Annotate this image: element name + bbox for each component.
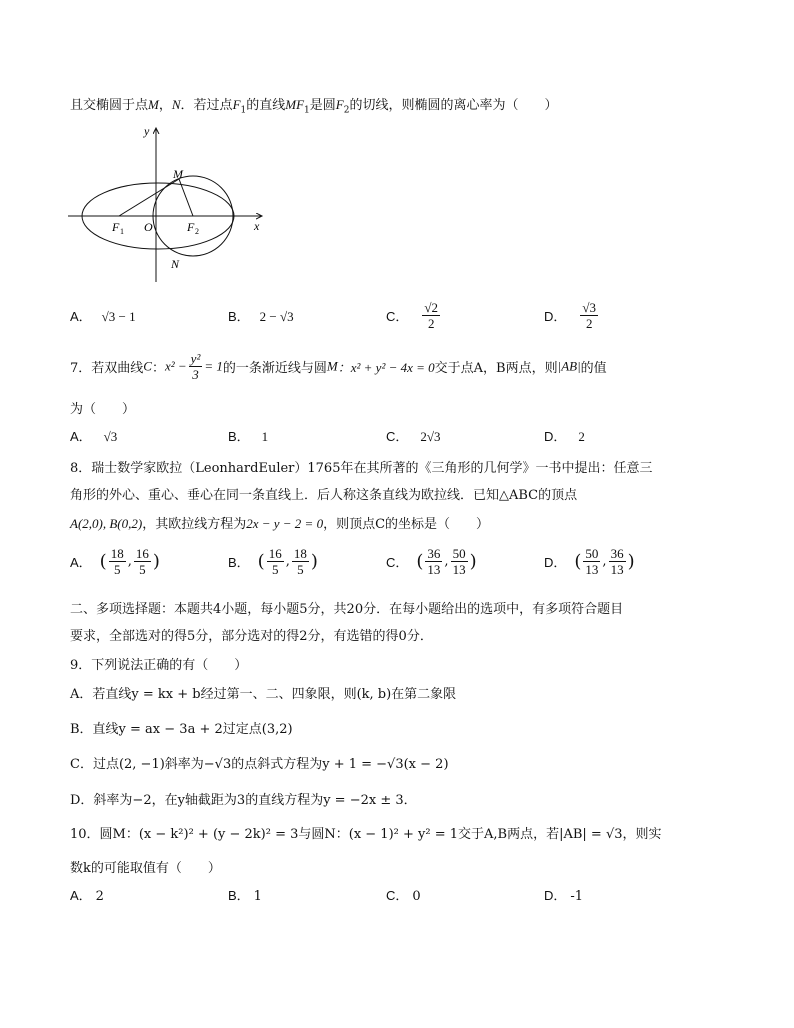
label-f1-sub: 1 — [120, 227, 124, 236]
label-n: N — [171, 257, 180, 271]
q6-stem — [70, 94, 558, 116]
q8-text: ，则顶点C的坐标是（ ） — [323, 517, 490, 532]
fraction — [609, 546, 626, 577]
option-label: B． — [228, 429, 250, 444]
q10-options — [70, 885, 710, 905]
option-c[interactable] — [386, 546, 477, 577]
fraction-den: 13 — [427, 562, 441, 577]
paren: ) — [310, 551, 318, 572]
option-value: √3 − 1 — [101, 309, 136, 324]
q7-line2: 为（ ） — [70, 402, 136, 417]
comma: , — [285, 554, 290, 569]
option-value: 2 − √3 — [259, 309, 294, 324]
fraction — [134, 546, 151, 577]
fraction-den: 5 — [139, 562, 146, 577]
option-label: A． — [70, 888, 92, 903]
fraction-den: 13 — [452, 562, 466, 577]
fraction — [109, 546, 126, 577]
line-mf1: MF — [285, 97, 305, 112]
fraction-den: 5 — [297, 562, 304, 577]
option-d[interactable] — [544, 546, 635, 577]
fraction-den: 13 — [585, 562, 599, 577]
q9-option-b[interactable]: B．直线y = ax − 3a + 2过定点(3,2) — [70, 722, 293, 737]
hyperbola-expr: x² − — [164, 358, 187, 374]
comma: , — [127, 554, 132, 569]
option-label: D． — [544, 309, 567, 324]
fraction — [583, 546, 600, 577]
q7-options — [70, 426, 710, 446]
paren: ( — [416, 551, 424, 572]
fraction-num: √2 — [424, 300, 439, 315]
q9-option-d[interactable]: D．斜率为−2，在y轴截距为3的直线方程为y = −2x ± 3． — [70, 793, 417, 808]
option-label: D． — [544, 888, 567, 903]
option-label: A． — [70, 429, 92, 444]
point-n: N — [171, 97, 181, 112]
fraction — [425, 546, 442, 577]
option-value: 1 — [261, 429, 269, 444]
q8-line3 — [70, 513, 489, 532]
label-f1: F — [112, 220, 120, 234]
option-label: B． — [228, 309, 250, 324]
option-a[interactable] — [70, 426, 117, 445]
sub: 1 — [304, 105, 310, 116]
hyperbola-fraction — [189, 351, 203, 382]
label-o: O — [144, 220, 153, 234]
option-label: D． — [544, 555, 567, 570]
label-x: x — [254, 219, 260, 233]
fraction-num: 18 — [293, 546, 307, 561]
option-label: C． — [386, 555, 409, 570]
label-y: y — [144, 124, 150, 138]
fraction-den: 3 — [192, 367, 199, 382]
fraction-num: 16 — [268, 546, 282, 561]
section2-line1: 二、多项选择题：本题共4小题，每小题5分，共20分．在每小题给出的选项中，有多项符合题目 — [70, 602, 624, 617]
fraction-num: 50 — [452, 546, 466, 561]
option-value: -1 — [570, 889, 584, 904]
option-b[interactable] — [228, 885, 262, 904]
option-value: 2 — [95, 889, 104, 904]
q9-option-c[interactable]: C．过点(2, −1)斜率为−√3的点斜式方程为y + 1 = −√3(x − 2) — [70, 757, 449, 772]
option-value: 1 — [253, 889, 262, 904]
fraction-num: 16 — [135, 546, 149, 561]
option-a[interactable] — [70, 306, 136, 325]
circle-expr: ：x² + y² − 4x = 0 — [337, 360, 435, 375]
label-f2: F — [187, 220, 195, 234]
segment-mf2 — [179, 179, 193, 216]
option-b[interactable] — [228, 426, 268, 445]
option-label: D． — [544, 429, 567, 444]
option-label: C． — [386, 888, 409, 903]
option-d[interactable] — [544, 426, 585, 445]
fraction-num: 36 — [610, 546, 624, 561]
option-c[interactable] — [386, 885, 421, 904]
option-label: C． — [386, 429, 409, 444]
fraction-den: 13 — [610, 562, 624, 577]
paren: ) — [152, 551, 160, 572]
paren: ) — [627, 551, 635, 572]
fraction-num: 50 — [585, 546, 599, 561]
fraction-den: 5 — [271, 562, 279, 577]
option-label: A． — [70, 309, 92, 324]
option-label: C． — [386, 309, 409, 324]
ellipse-figure — [66, 124, 276, 286]
point-m: M — [148, 97, 159, 112]
circle-m: M — [326, 358, 338, 374]
option-label: B． — [228, 888, 250, 903]
paren: ) — [469, 551, 477, 572]
q8-options — [70, 546, 710, 582]
q7-text: 交于点A，B两点，则 — [434, 361, 558, 376]
option-a[interactable] — [70, 885, 104, 904]
option-b[interactable] — [228, 306, 294, 325]
fraction — [292, 546, 309, 577]
q7-number: 7．若双曲线 — [70, 361, 144, 376]
paren: ( — [99, 551, 107, 572]
chord-ab: |AB| — [557, 358, 581, 374]
option-value: √3 — [103, 429, 118, 444]
option-c[interactable] — [386, 426, 441, 445]
sub: 2 — [343, 105, 350, 116]
q7-text: 的值 — [580, 361, 607, 376]
option-label: B． — [228, 555, 250, 570]
option-fraction — [422, 300, 440, 331]
option-d[interactable] — [544, 300, 600, 331]
sub: 1 — [240, 105, 247, 116]
paren: ( — [574, 551, 582, 572]
curve-c: C — [143, 358, 152, 374]
colon: ： — [151, 361, 165, 376]
label-m: M — [173, 167, 183, 181]
fraction — [451, 546, 468, 577]
q6-stem-text: 是圆 — [309, 98, 336, 113]
comma: , — [444, 554, 449, 569]
fraction-num: √3 — [582, 300, 597, 315]
fraction-den: 2 — [427, 316, 435, 331]
option-value: 0 — [412, 889, 421, 904]
q8-line1: 8．瑞士数学家欧拉（LeonhardEuler）1765年在其所著的《三角形的几何学》一书中提出：任意三 — [70, 461, 653, 476]
fraction-den: 2 — [585, 316, 593, 331]
q10-line1: 10．圆M：(x − k²)² + (y − 2k)² = 3与圆N：(x − 1)² + y² = 1交于A,B两点，若|AB| = √3，则实 — [70, 827, 662, 842]
option-a[interactable] — [70, 546, 160, 577]
paren: ( — [257, 551, 265, 572]
q10-line2: 数k的可能取值有（ ） — [70, 861, 221, 876]
option-b[interactable] — [228, 546, 318, 577]
option-value: 2√3 — [420, 429, 441, 444]
segment-mf1 — [119, 179, 179, 216]
point-f1: F — [232, 97, 241, 112]
q6-stem-text: 且交椭圆于点 — [70, 98, 149, 113]
hyperbola-expr: = 1 — [204, 358, 223, 374]
fraction-den: 5 — [113, 562, 121, 577]
option-d[interactable] — [544, 885, 583, 904]
sep: ， — [158, 98, 172, 113]
fraction — [267, 546, 284, 577]
vertices: A(2,0), B(0,2) — [70, 516, 143, 531]
q8-line2: 角形的外心、重心、垂心在同一条直线上．后人称这条直线为欧拉线．已知△ABC的顶点 — [70, 488, 578, 503]
q9-stem: 9．下列说法正确的有（ ） — [70, 658, 248, 673]
point-f2: F — [335, 97, 344, 112]
q6-stem-text: 的切线，则椭圆的离心率为（ ） — [349, 98, 558, 113]
label-f2-sub: 2 — [195, 227, 199, 236]
q8-text: ，其欧拉线方程为 — [142, 517, 247, 532]
q7-stem — [70, 351, 607, 382]
section2-line2: 要求，全部选对的得5分，部分选对的得2分，有选错的得0分． — [70, 629, 433, 644]
fraction-num: y² — [190, 351, 201, 366]
q6-options — [70, 300, 710, 334]
comma: , — [602, 554, 607, 569]
q6-stem-text: ．若过点 — [180, 98, 233, 113]
q7-text: 的一条渐近线与圆 — [222, 361, 327, 376]
q9-option-a[interactable]: A．若直线y = kx + b经过第一、二、四象限，则(k, b)在第二象限 — [70, 687, 457, 702]
option-fraction — [580, 300, 598, 331]
euler-line-eq: 2x − y − 2 = 0 — [246, 516, 324, 531]
option-label: A． — [70, 555, 92, 570]
fraction-num: 36 — [427, 546, 441, 561]
option-c[interactable] — [386, 300, 442, 331]
fraction-num: 18 — [110, 546, 124, 561]
option-value: 2 — [578, 429, 585, 444]
q6-stem-text: 的直线 — [246, 98, 286, 113]
